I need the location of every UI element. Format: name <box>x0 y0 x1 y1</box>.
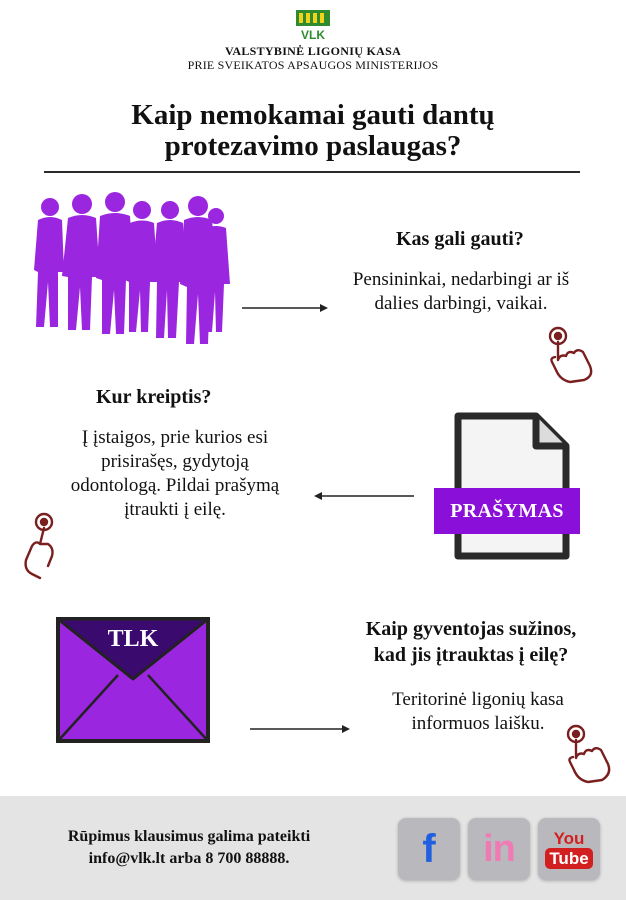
section1-line-2: dalies darbingi, vaikai. <box>374 293 548 314</box>
facebook-icon: f <box>422 826 436 871</box>
arrow-right-icon-2 <box>248 722 352 736</box>
pointing-hand-icon-2 <box>18 510 70 582</box>
section3-heading-line-2: kad jis įtrauktas į eilę? <box>373 644 569 666</box>
vlk-logo-icon <box>293 8 333 42</box>
title-line-2: protezavimo paslaugas? <box>164 130 462 162</box>
youtube-icon <box>545 830 592 869</box>
section3-line-1: Teritorinė ligonių kasa <box>392 689 564 710</box>
section2-line-2: prisirašęs, gydytoją <box>101 451 249 472</box>
footer-line-1: Rūpimus klausimus galima pateikti <box>67 828 311 845</box>
title-divider <box>44 171 580 173</box>
section3-heading-line-1: Kaip gyventojas sužinos, <box>365 618 577 640</box>
section2-line-3: odontologą. Pildai prašymą <box>70 475 280 496</box>
section1-heading: Kas gali gauti? <box>396 228 524 250</box>
pointing-hand-icon <box>546 324 602 384</box>
linkedin-button[interactable] <box>468 818 530 880</box>
document-icon <box>438 410 584 562</box>
envelope-label: TLK <box>107 626 159 652</box>
logo-text: VLK <box>301 28 325 42</box>
page-title <box>90 100 536 162</box>
section1-line-1: Pensininkai, nedarbingi ar iš <box>352 269 570 290</box>
section2-heading: Kur kreiptis? <box>96 386 212 408</box>
footer-line-2[interactable]: info@vlk.lt arba 8 700 88888. <box>88 850 290 867</box>
section3-heading <box>330 616 612 668</box>
youtube-you-text: You <box>553 828 585 848</box>
footer-contact <box>44 826 334 870</box>
prasymas-label: PRAŠYMAS <box>434 488 580 534</box>
section2-line-1: Į įstaigos, prie kurios esi <box>81 427 269 448</box>
org-name: VALSTYBINĖ LIGONIŲ KASA <box>224 44 402 58</box>
people-silhouettes-icon <box>30 192 235 352</box>
youtube-button[interactable] <box>538 818 600 880</box>
linkedin-icon: in <box>483 827 515 870</box>
section1-body <box>330 268 592 316</box>
vlk-logo <box>293 8 333 42</box>
section3-line-2: informuos laišku. <box>411 713 545 734</box>
title-line-1: Kaip nemokamai gauti dantų <box>131 99 495 131</box>
section2-body <box>40 426 310 522</box>
org-subtitle: PRIE SVEIKATOS APSAUGOS MINISTERIJOS <box>187 58 439 72</box>
facebook-button[interactable] <box>398 818 460 880</box>
pointing-hand-icon-3 <box>562 722 618 786</box>
arrow-left-icon <box>312 489 416 503</box>
youtube-tube-text: Tube <box>545 848 592 869</box>
section2-line-4: įtraukti į eilę. <box>124 499 226 520</box>
arrow-right-icon <box>240 301 330 315</box>
